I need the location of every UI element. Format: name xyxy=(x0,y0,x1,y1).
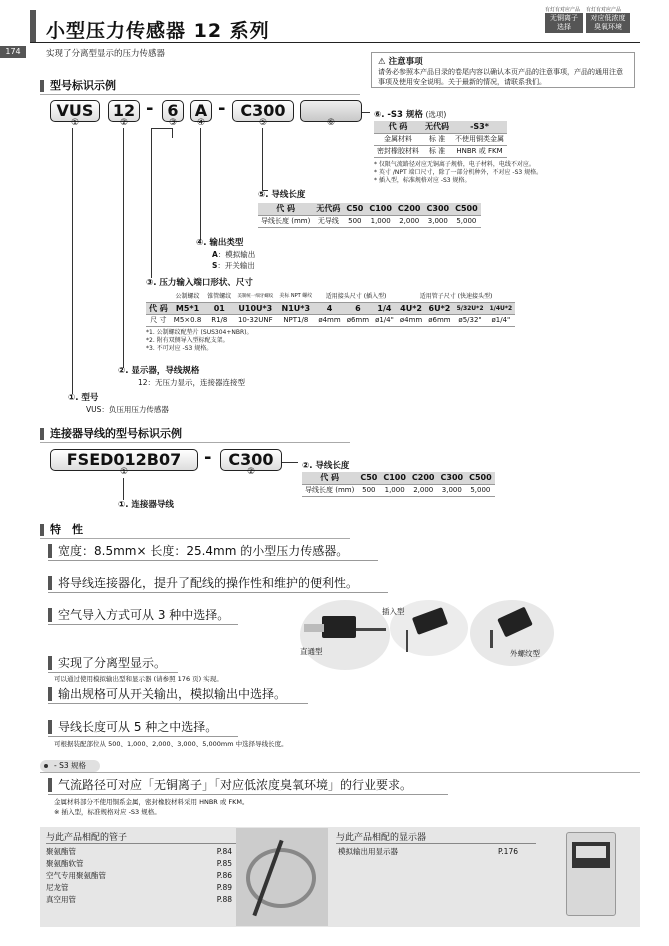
port-label: ③. 压力输入端口形状、尺寸 xyxy=(146,278,253,288)
code-number: ⑥ xyxy=(326,118,336,128)
leader-line xyxy=(123,128,124,368)
warning-icon: ⚠ xyxy=(378,57,386,67)
badge-label: 对应低浓度 臭氧环境 xyxy=(586,13,630,33)
sensor-photo-threaded xyxy=(470,600,554,666)
code-box-lead: C300 xyxy=(232,100,294,122)
display-text: 12：无压力显示，连接器连接型 xyxy=(138,378,246,387)
page-number: 174 xyxy=(0,46,26,58)
s3-sub: ※ 插入型，标准规格对应 -S3 规格。 xyxy=(54,808,161,816)
note-line: * 英寸 /NPT 端口尺寸，除了一部分机种外，不对应 -S3 规格。 xyxy=(374,169,543,176)
s3-cell: 标 准 xyxy=(422,145,452,157)
s3-header: -S3* xyxy=(452,121,507,133)
page-title: 小型压力传感器 12 系列 xyxy=(46,20,270,42)
s3-label: ⑥. -S3 规格 xyxy=(374,110,423,120)
code-number: ④ xyxy=(196,118,206,128)
notice-box xyxy=(371,52,635,88)
type-text: VUS：负压用压力传感器 xyxy=(86,405,169,414)
s3-cell: 金属材料 xyxy=(374,133,422,145)
s3-pill xyxy=(40,760,100,772)
model-heading: 型号标识示例 xyxy=(40,80,116,92)
code-number: ② xyxy=(119,118,129,128)
list-item[interactable]: 真空用管 P.88 xyxy=(46,895,232,904)
code-box-series: VUS xyxy=(50,100,100,122)
s3-divider xyxy=(40,772,640,773)
feature-underline xyxy=(48,592,388,593)
feature-underline xyxy=(48,624,238,625)
s3-cell: HNBR 或 FKM xyxy=(452,145,507,157)
output-label: ④. 输出类型 xyxy=(196,238,244,248)
s3-table xyxy=(374,121,507,158)
s3-notes xyxy=(374,161,542,185)
connector-code-box: FSED012B07 xyxy=(50,449,198,471)
page-subtitle: 实现了分离型显示的压力传感器 xyxy=(46,49,166,59)
code-box-port: 6 xyxy=(162,100,184,122)
feature-item: 导线长度可从 5 种之中选择。 xyxy=(48,720,217,734)
leader-line xyxy=(282,462,298,463)
type-label: ①. 型号 xyxy=(68,393,99,403)
s3-cell: 不使用铜类金属 xyxy=(452,133,507,145)
s3-optional: (选项) xyxy=(425,110,447,119)
s3-header: 无代码 xyxy=(422,121,452,133)
feature-item: 输出规格可从开关输出，模拟输出中选择。 xyxy=(48,687,286,701)
s3-header: 代 码 xyxy=(374,121,422,133)
model-heading-line xyxy=(40,94,360,95)
feature-underline xyxy=(48,703,308,704)
sensor-label: 外螺纹型 xyxy=(510,649,540,658)
lead-label: ⑤. 导线长度 xyxy=(258,190,306,200)
leader-line xyxy=(172,128,173,138)
s3-cell: 标 准 xyxy=(422,133,452,145)
connector-heading: 连接器导线的型号标识示例 xyxy=(40,428,182,440)
title-divider xyxy=(30,42,640,43)
code-number: ③ xyxy=(168,118,178,128)
note-line: *3. 不可对应 -S3 规格。 xyxy=(146,345,213,352)
port-table: 公制螺纹 锥管螺纹 美制统一细牙螺纹 美标 NPT 螺纹 适用接头尺寸 (插入型) 适用管子尺寸 (快速接头型) 代 码 M5*1 01 U10U*3 N1U*3 4 6 1/4 4U*2 6U*2 5/32U*2 1/4U*2 尺 寸 M5×0.8 R1/8 10-32UNF NPT1/8 ø4mm ø6mm ø1/4" ø4mm ø6mm ø5/32" ø1/4" xyxy=(146,290,515,327)
connector-type-label: ①. 连接器导线 xyxy=(118,500,174,510)
features-heading-line xyxy=(40,538,350,539)
feature-item: 将导线连接器化，提升了配线的操作性和维护的便利性。 xyxy=(48,576,358,590)
connector-length-box: C300 xyxy=(220,449,282,471)
tube-photo xyxy=(236,828,328,926)
list-item[interactable]: 尼龙管 P.89 xyxy=(46,883,232,892)
lead-table: 代 码 无代码 C50 C100 C200 C300 C500 导线长度 (mm) 无导线 500 1,000 2,000 3,000 5,000 xyxy=(258,203,481,228)
notice-text: 请务必参照本产品目录的卷尾内容以确认本页产品的注意事项，产品的通用注意事项及使用安全说明。关于最新的情况，请联系我们。 xyxy=(378,68,623,86)
note-line: *1. 公制螺纹配垫片 (SUS304+NBR)。 xyxy=(146,329,253,336)
leader-line xyxy=(362,112,370,113)
connector-lead-table: 代 码 C50 C100 C200 C300 C500 导线长度 (mm) 500 1,000 2,000 3,000 5,000 xyxy=(302,472,495,497)
sensor-photo-straight xyxy=(300,600,390,670)
code-number: ① xyxy=(70,118,80,128)
connector-lead-label: ②. 导线长度 xyxy=(302,461,350,471)
code-number: ① xyxy=(119,467,129,477)
s3-sub: 金属材料部分不使用铜系金属，密封橡胶材料采用 HNBR 或 FKM。 xyxy=(54,798,249,806)
list-item[interactable]: 空气专用聚氨酯管 P.86 xyxy=(46,871,232,880)
connector-heading-line xyxy=(40,442,350,443)
code-dash: - xyxy=(218,98,226,119)
s3-feature: 气流路径可对应「无铜离子」「对应低浓度臭氧环境」的行业要求。 xyxy=(48,778,412,792)
feature-item: 空气导入方式可从 3 种中选择。 xyxy=(48,608,229,622)
feature-underline xyxy=(48,560,378,561)
leader-line xyxy=(151,128,173,129)
badge-copper-free xyxy=(545,6,583,33)
features-heading: 特 性 xyxy=(40,524,83,536)
list-item[interactable]: 模拟输出用显示器 P.176 xyxy=(338,847,518,856)
title-accent-bar xyxy=(30,10,36,42)
output-item-a: A：模拟输出 xyxy=(212,250,256,259)
display-heading: 与此产品相配的显示器 xyxy=(336,830,536,844)
leader-line xyxy=(262,128,263,190)
feature-item: 宽度：8.5mm× 长度：25.4mm 的小型压力传感器。 xyxy=(48,544,348,558)
list-item[interactable]: 聚氨酯管 P.84 xyxy=(46,847,232,856)
s3-label-group xyxy=(374,108,446,120)
bullet-icon xyxy=(44,764,48,768)
note-line: *2. 附有双侧导入型标配支架。 xyxy=(146,337,229,344)
code-number: ⑤ xyxy=(258,118,268,128)
feature-item: 实现了分离型显示。 xyxy=(48,656,166,670)
feature-underline xyxy=(48,794,448,795)
list-item[interactable]: 聚氨酯软管 P.85 xyxy=(46,859,232,868)
note-line: * 仅限气流路径对应无铜离子规格，电子材料，电线不对应。 xyxy=(374,161,535,168)
sensor-label: 直通型 xyxy=(300,647,323,656)
feature-underline xyxy=(48,736,238,737)
tubes-heading: 与此产品相配的管子 xyxy=(46,830,236,844)
sensor-label: 插入型 xyxy=(382,607,405,616)
feature-sub: 可根据装配部位从 500、1,000、2,000、3,000、5,000mm 中选择导线长度。 xyxy=(54,740,288,748)
badge-label: 无铜离子 选择 xyxy=(545,13,583,33)
leader-line xyxy=(123,478,124,500)
leader-line xyxy=(200,128,201,240)
port-notes xyxy=(146,329,252,353)
feature-sub: 可以通过使用模拟输出型和显示器 (请参照 176 页) 实现。 xyxy=(54,675,223,683)
badge-ozone xyxy=(586,6,630,33)
badge-caption: 有灯有对应产品 xyxy=(586,7,622,13)
s3-cell: 密封橡胶材料 xyxy=(374,145,422,157)
note-line: * 插入型，标准规格对应 -S3 规格。 xyxy=(374,177,471,184)
code-box-display: 12 xyxy=(108,100,140,122)
leader-line xyxy=(151,128,152,278)
tubes-list xyxy=(46,846,232,906)
output-item-s: S：开关输出 xyxy=(212,261,255,270)
code-number: ② xyxy=(246,467,256,477)
badge-caption: 有灯有对应产品 xyxy=(545,7,581,13)
code-box-output: A xyxy=(190,100,212,122)
display-label: ②. 显示器，导线规格 xyxy=(118,366,200,376)
leader-line xyxy=(72,128,73,394)
code-dash: - xyxy=(204,447,212,468)
feature-underline xyxy=(48,672,178,673)
s3-pill-label: - S3 规格 xyxy=(54,761,87,770)
notice-title: ⚠ 注意事项 xyxy=(378,57,423,67)
code-dash: - xyxy=(146,98,154,119)
display-photo xyxy=(560,832,622,918)
